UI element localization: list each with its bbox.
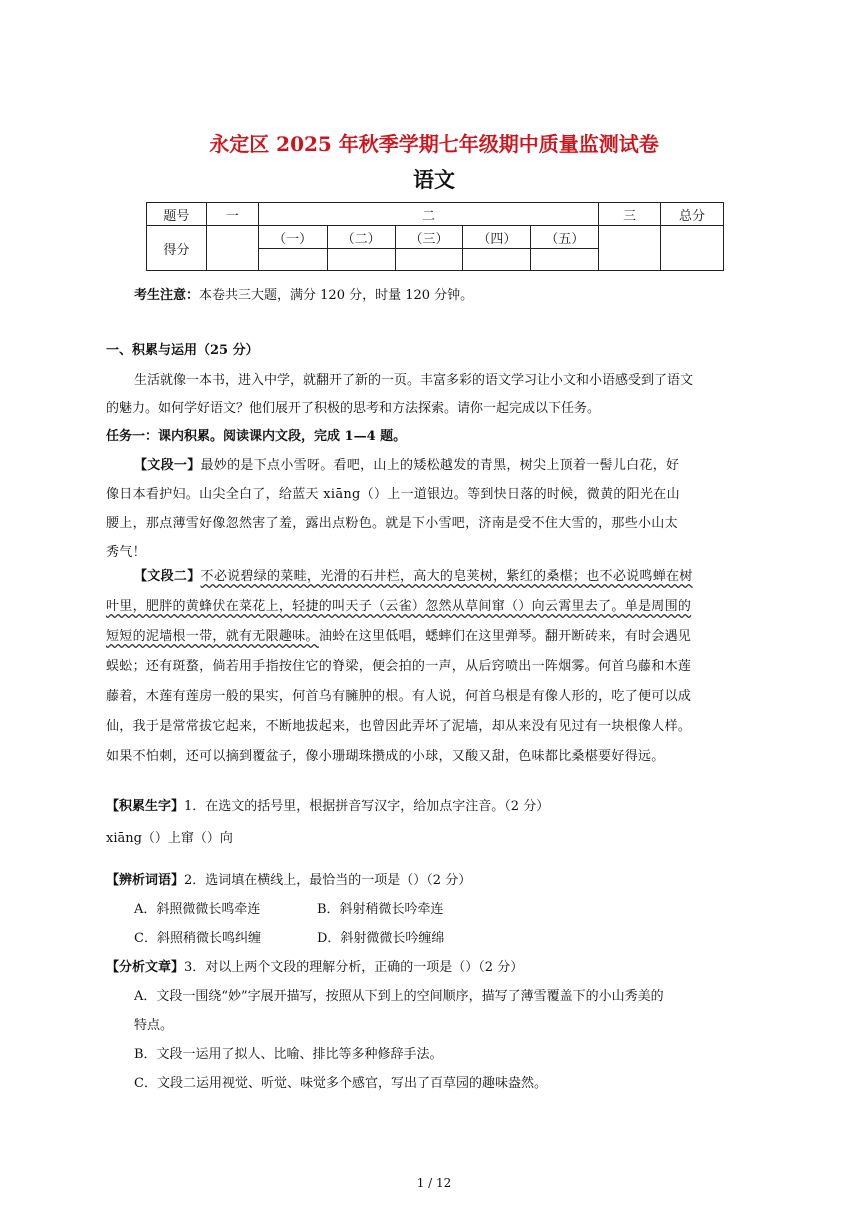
notice-text: 本卷共三大题，满分 120 分，时量 120 分钟。 xyxy=(199,288,474,303)
exam-notice xyxy=(134,284,473,303)
passage2-text-3: 油蛉在这里低唱，蟋蟀们在这里弹琴。翻开断砖来，有时会遇见 xyxy=(318,629,692,644)
exam-title: 永定区 2025 年秋季学期七年级期中质量监测试卷 xyxy=(209,132,659,156)
passage2-label: 【文段二】 xyxy=(134,569,201,584)
task1-heading: 任务一：课内积累。阅读课内文段，完成 1—4 题。 xyxy=(106,429,407,444)
passage2-line-4: 蜈蚣；还有斑蝥，倘若用手指按住它的脊梁，便会拍的一声，从后窍喷出一阵烟雾。何首乌藤和木莲 xyxy=(106,659,692,674)
sub-header-2: （二） xyxy=(327,226,395,249)
intro-line-1: 生活就像一本书，进入中学，就翻开了新的一页。丰富多彩的语文学习让小文和小语感受到了语文 xyxy=(134,373,694,388)
q2-label: 【辨析词语】 xyxy=(106,873,185,888)
q2-option-b[interactable]: B．斜射稍微长吟牵连 xyxy=(317,902,444,917)
q3-option-c[interactable]: C．文段二运用视觉、听觉、味觉多个感官，写出了百草园的趣味盎然。 xyxy=(134,1076,547,1091)
notice-label: 考生注意： xyxy=(134,288,200,303)
q2-option-a[interactable]: A．斜照微微长鸣牵连 xyxy=(134,902,261,917)
header-cell-total: 总分 xyxy=(661,203,724,226)
q2-option-d[interactable]: D．斜射微微长吟缠绵 xyxy=(317,931,445,946)
score-cell-1[interactable] xyxy=(206,226,258,271)
q3-text: 3．对以上两个文段的理解分析，正确的一项是（）（2 分） xyxy=(184,960,524,975)
passage1-text-1: 最妙的是下点小雪呀。看吧，山上的矮松越发的青黑，树尖上顶着一髻儿白花，好 xyxy=(200,458,680,473)
sub-header-1: （一） xyxy=(258,226,327,249)
passage1-line-3: 腰上，那点薄雪好像忽然害了羞，露出点粉色。就是下小雪吧，济南是受不住大雪的，那些小山太 xyxy=(106,516,678,531)
score-label: 得分 xyxy=(147,226,207,271)
score-cell-2-3[interactable] xyxy=(395,249,463,271)
question-2 xyxy=(106,870,471,892)
passage2-underlined-2: 叶里，肥胖的黄蜂伏在菜花上，轻捷的叫天子（云雀）忽然从草间窜（）向云霄里去了。单是周围的 xyxy=(106,599,692,614)
header-cell-3: 三 xyxy=(599,203,661,226)
header-cell-1: 一 xyxy=(206,203,258,226)
passage2-line-6: 仙，我于是常常拔它起来，不断地拔起来，也曾因此弄坏了泥墙，却从来没有见过有一块根像人样。 xyxy=(106,719,692,734)
passage1-line-4: 秀气！ xyxy=(106,545,146,560)
page-number: 1 / 12 xyxy=(416,1176,452,1190)
score-cell-2-1[interactable] xyxy=(258,249,327,271)
q1-text: 1．在选文的括号里，根据拼音写汉字，给加点字注音。（2 分） xyxy=(184,799,550,814)
score-cell-total[interactable] xyxy=(661,226,724,271)
question-3 xyxy=(106,957,523,979)
sub-header-3: （三） xyxy=(395,226,463,249)
q1-label: 【积累生字】 xyxy=(106,799,185,814)
score-cell-2-2[interactable] xyxy=(327,249,395,271)
passage2-underlined-3: 短短的泥墙根一带，就有无限趣味。 xyxy=(106,629,319,644)
passage2-underlined-1: 不必说碧绿的菜畦，光滑的石井栏，高大的皂荚树，紫红的桑椹；也不必说鸣蝉在树 xyxy=(200,569,693,584)
question-1 xyxy=(106,796,549,818)
passage1-line-1 xyxy=(134,455,679,477)
q2-text: 2．选词填在横线上，最恰当的一项是（）（2 分） xyxy=(184,873,472,888)
passage2-line-5: 藤着，木莲有莲房一般的果实，何首乌有臃肿的根。有人说，何首乌根是有像人形的，吃了便可以成 xyxy=(106,689,692,704)
passage2-line-3 xyxy=(106,626,691,648)
subject-title: 语文 xyxy=(413,167,455,192)
sub-header-5: （五） xyxy=(531,226,599,249)
passage2-line-1 xyxy=(134,566,693,588)
score-cell-2-5[interactable] xyxy=(531,249,599,271)
header-cell-number: 题号 xyxy=(147,203,207,226)
score-table xyxy=(146,202,724,271)
header-cell-2: 二 xyxy=(258,203,599,226)
intro-line-2: 的魅力。如何学好语文？他们展开了积极的思考和方法探索。请你一起完成以下任务。 xyxy=(106,401,601,416)
q1-answer-line[interactable]: xiāng（）上窜（）向 xyxy=(106,831,233,846)
passage1-label: 【文段一】 xyxy=(134,458,201,473)
score-cell-2-4[interactable] xyxy=(463,249,531,271)
q3-option-b[interactable]: B．文段一运用了拟人、比喻、排比等多种修辞手法。 xyxy=(134,1047,443,1062)
passage1-line-2: 像日本看护妇。山尖全白了，给蓝天 xiāng（）上一道银边。等到快日落的时候，微黄的阳光在山 xyxy=(106,487,680,502)
q2-option-c[interactable]: C．斜照稍微长鸣纠缠 xyxy=(134,931,261,946)
passage2-line-2 xyxy=(106,596,691,618)
q3-option-a[interactable]: A．文段一围绕“妙”字展开描写，按照从下到上的空间顺序，描写了薄雪覆盖下的小山秀美的 xyxy=(134,989,664,1004)
section1-heading: 一、积累与运用（25 分） xyxy=(106,343,259,358)
sub-header-4: （四） xyxy=(463,226,531,249)
q3-option-a-cont: 特点。 xyxy=(134,1018,174,1033)
passage2-line-7: 如果不怕刺，还可以摘到覆盆子，像小珊瑚珠攒成的小球，又酸又甜，色味都比桑椹要好得远。 xyxy=(106,749,665,764)
score-cell-3[interactable] xyxy=(599,226,661,271)
q3-label: 【分析文章】 xyxy=(106,960,185,975)
